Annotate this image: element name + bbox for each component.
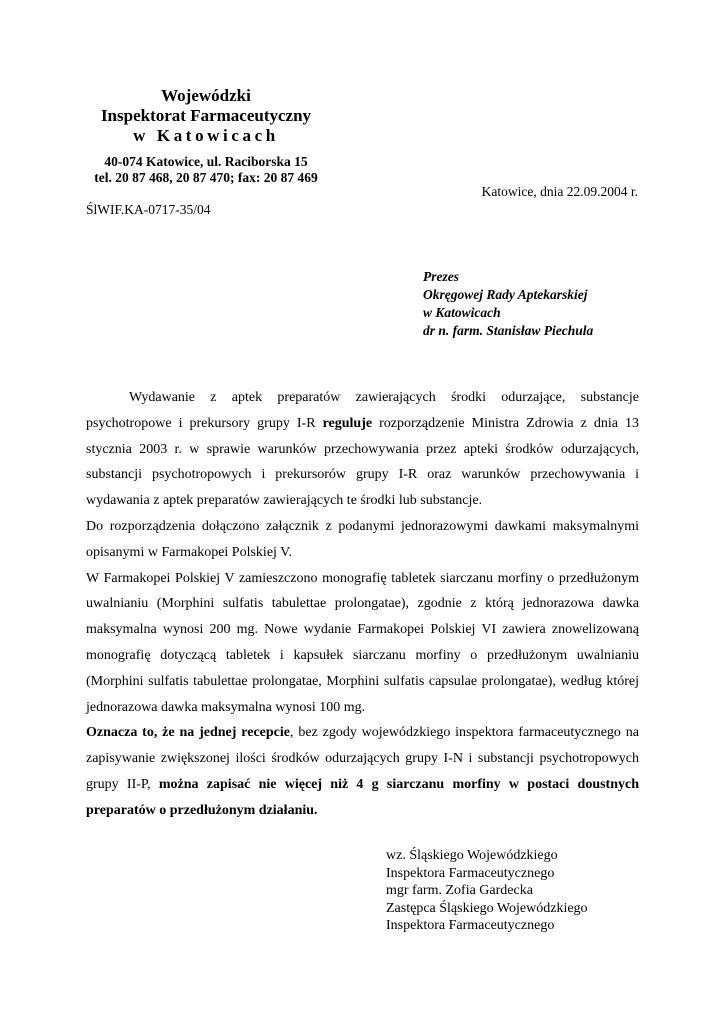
issuer-name-line-2: Inspektorat Farmaceutyczny bbox=[100, 106, 312, 125]
body-paragraph-4-text: , bez zgody wojewódzkiego inspektora farmaceutycznego na zapisywanie zwiększonej ilości środków odurzających grupy I-N i substancji psychotropowych grupy II-P, bbox=[86, 725, 639, 792]
issuer-address bbox=[60, 154, 352, 186]
issuer-name-line-1: Wojewódzki bbox=[161, 86, 251, 105]
recipient-line-3: w Katowicach bbox=[423, 305, 501, 320]
signature-line-4: Zastępca Śląskiego Wojewódzkiego bbox=[386, 900, 588, 916]
body-paragraph-1-text-a: Wydawanie z aptek preparatów zawierających środki odurzające, substancje psychotropowe i prekursory grupy I-R bbox=[86, 390, 639, 431]
address-line: 40-074 Katowice, ul. Raciborska 15 bbox=[104, 154, 308, 169]
body-paragraph-4-bold-a: Oznacza to, że na jednej recepcie bbox=[86, 725, 290, 741]
body-paragraph-1 bbox=[86, 385, 639, 514]
signature-line-3: mgr farm. Zofia Gardecka bbox=[386, 883, 533, 898]
reference-number: ŚlWIF.KA-0717-35/04 bbox=[86, 202, 211, 217]
issuer-name bbox=[60, 86, 352, 146]
signature-line-1: wz. Śląskiego Wojewódzkiego bbox=[386, 848, 558, 863]
contact-line: tel. 20 87 468, 20 87 470; fax: 20 87 469 bbox=[94, 170, 318, 185]
recipient-block bbox=[423, 268, 593, 340]
body-paragraph-4 bbox=[86, 720, 639, 823]
recipient-line-4: dr n. farm. Stanisław Piechula bbox=[423, 323, 594, 338]
issuer-name-line-3: w Katowicach bbox=[133, 126, 279, 145]
body-paragraph-4-bold-b: można zapisać nie więcej niż 4 g siarczanu morfiny w postaci doustnych preparatów o przedłużonym działaniu. bbox=[86, 776, 640, 818]
letter-body bbox=[86, 385, 639, 824]
signature-line-2: Inspektora Farmaceutycznego bbox=[386, 865, 555, 881]
signature-line-5: Inspektora Farmaceutycznego bbox=[386, 918, 555, 933]
recipient-line-1: Prezes bbox=[423, 269, 459, 284]
body-paragraph-1-text-b: rozporządzenie Ministra Zdrowia z dnia 13 stycznia 2003 r. w sprawie warunków przechowywania przez apteki środków odurzających, substancji psychotropowych i prekursorów grupy I-R oraz warunków przechowywania i wydawania z aptek preparatów zawierających te środki lub substancje. bbox=[86, 415, 639, 509]
signature-block bbox=[386, 847, 588, 935]
date-line: Katowice, dnia 22.09.2004 r. bbox=[481, 184, 638, 199]
body-paragraph-2: Do rozporządzenia dołączono załącznik z podanymi jednorazowymi dawkami maksymalnymi opisanymi w Farmakopei Polskiej V. bbox=[86, 518, 639, 560]
body-paragraph-1-bold: reguluje bbox=[322, 415, 373, 431]
recipient-line-2: Okręgowej Rady Aptekarskiej bbox=[423, 287, 588, 302]
body-paragraph-3: W Farmakopei Polskiej V zamieszczono monografię tabletek siarczanu morfiny o przedłużonym uwalnianiu (Morphini sulfatis tabulettae prolongatae), zgodnie z którą jednorazowa dawka maksymalna wynosi 200 mg. Nowe wydanie Farmakopei Polskiej VI zawiera znowelizowaną monografię dotyczącą tabletek i kapsułek siarczanu morfiny o przedłużonym uwalnianiu (Morphini sulfatis tabulettae prolongatae, Morphini sulfatis capsulae prolongatae), według której jednorazowa dawka maksymalna wynosi 100 mg. bbox=[86, 570, 639, 715]
